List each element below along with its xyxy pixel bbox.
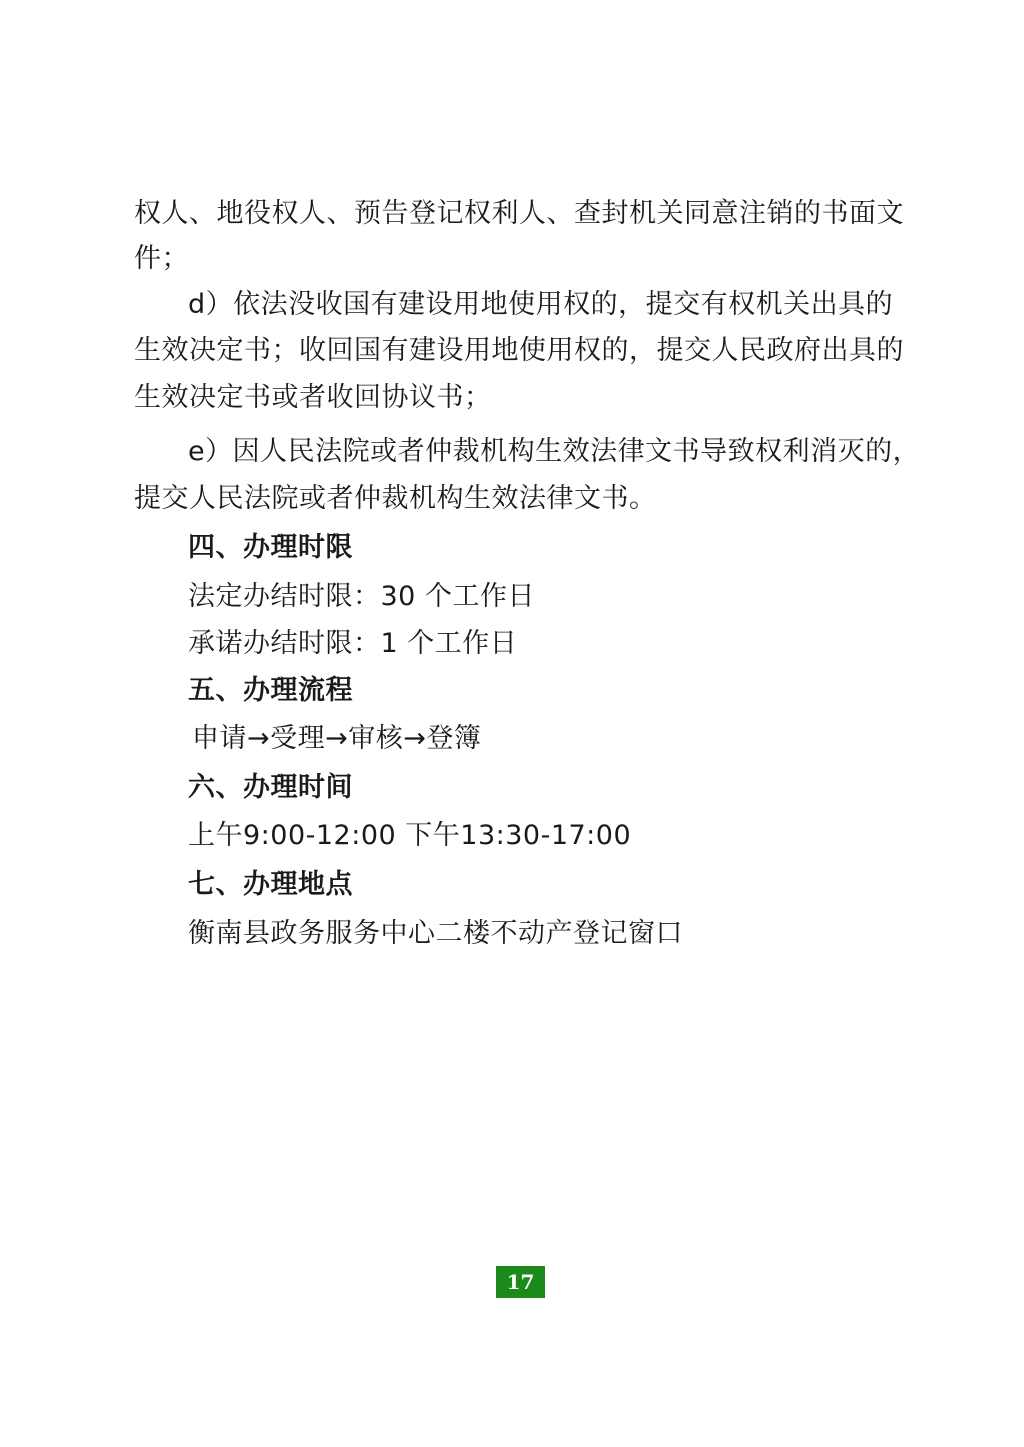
paragraph-e-line-1: e）因人民法院或者仲裁机构生效法律文书导致权利消灭的， xyxy=(188,436,921,467)
paragraph-d-line-3: 生效决定书或者收回协议书； xyxy=(134,382,492,413)
promised-time-limit: 承诺办结时限：1 个工作日 xyxy=(188,628,518,659)
paragraph-d-line-1: d）依法没收国有建设用地使用权的，提交有权机关出具的 xyxy=(188,289,894,320)
paragraph-e-line-2: 提交人民法院或者仲裁机构生效法律文书。 xyxy=(134,483,657,514)
section-6-heading: 六、办理时间 xyxy=(188,772,353,803)
legal-time-limit: 法定办结时限：30 个工作日 xyxy=(188,581,535,612)
paragraph-d-line-2: 生效决定书；收回国有建设用地使用权的，提交人民政府出具的 xyxy=(134,335,904,366)
section-7-heading: 七、办理地点 xyxy=(188,869,353,900)
paragraph-c-line-2: 件； xyxy=(134,243,189,274)
office-hours: 上午9:00-12:00 下午13:30-17:00 xyxy=(188,820,632,851)
office-location: 衡南县政务服务中心二楼不动产登记窗口 xyxy=(188,918,683,949)
section-5-heading: 五、办理流程 xyxy=(188,675,353,706)
process-flow: 申请→受理→审核→登簿 xyxy=(192,723,482,754)
page-number-badge: 17 xyxy=(496,1266,545,1298)
paragraph-c-line-1: 权人、地役权人、预告登记权利人、查封机关同意注销的书面文 xyxy=(134,198,904,229)
section-4-heading: 四、办理时限 xyxy=(188,532,353,563)
